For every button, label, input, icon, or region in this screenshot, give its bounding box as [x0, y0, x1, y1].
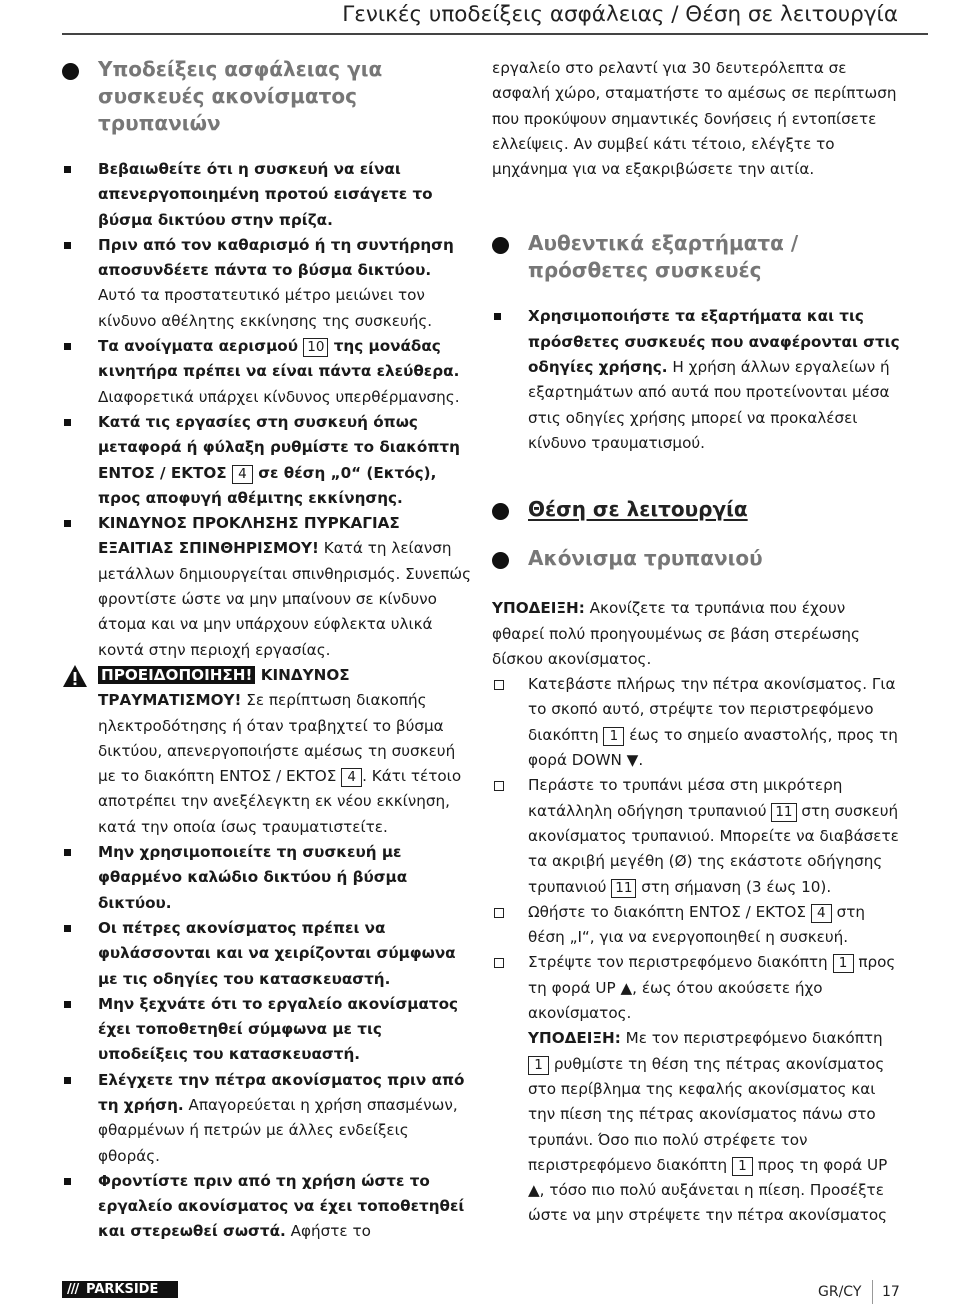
list-item: Μην χρησιμοποιείτε τη συσκευή με φθαρμένο καλώδιο δικτύου ή βύσμα δικτύου.: [62, 840, 472, 916]
square-bullet-icon: [64, 520, 71, 527]
square-bullet-icon: [64, 925, 71, 932]
step-item: Κατεβάστε πλήρως την πέτρα ακονίσματος. Για το σκοπό αυτό, στρέψτε τον περιστρεφόμενο διακόπτη 1 έως το σημείο αναστολής, προς τη φορά DOWN ▼.: [492, 672, 902, 773]
page-number: 17: [882, 1284, 900, 1300]
list-item: Βεβαιωθείτε ότι η συσκευή να είναι απενεργοποιημένη προτού εισάγετε το βύσμα δικτύου στην πρίζα.: [62, 157, 472, 233]
list-item: Μην ξεχνάτε ότι το εργαλείο ακονίσματος έχει τοποθετηθεί σύμφωνα με τις υποδείξεις του κατασκευαστή.: [62, 992, 472, 1068]
left-column: [62, 56, 472, 1245]
list-item: Φροντίστε πριν από τη χρήση ώστε το εργαλείο ακονίσματος να έχει τοποθετηθεί και στερεωθεί σωστά. Αφήστε το: [62, 1169, 472, 1245]
part-number-badge: 10: [303, 338, 328, 357]
header-rule: [62, 33, 928, 35]
list-item: ΚΙΝΔΥΝΟΣ ΠΡΟΚΛΗΣΗΣ ΠΥΡΚΑΓΙΑΣ ΕΞΑΙΤΙΑΣ ΣΠΙΝΘΗΡΙΣΜΟΥ! Κατά τη λείανση μετάλλων δημιουργείται σπινθηρισμός. Συνεπώς φροντίστε ώστε να μην μπαίνουν σε κίνδυνο άτομα και να μην υπάρχουν εύφλεκτα υλικά κοντά στην περιοχή εργασίας.: [62, 511, 472, 663]
warning-triangle-icon: [62, 664, 88, 688]
part-number-badge: 1: [603, 727, 624, 746]
language-code: GR/CY: [818, 1284, 862, 1300]
warning-item: ΠΡΟΕΙΔΟΠΟΙΗΣΗ! ΚΙΝΔΥΝΟΣ ΤΡΑΥΜΑΤΙΣΜΟΥ! Σε περίπτωση διακοπής ηλεκτροδότησης ή όταν τραβηχτεί το βύσμα δικτύου, απενεργοποιήστε αμέσως τη συσκευή με το διακόπτη ΕΝΤΟΣ / ΕΚΤΟΣ 4 . Κάτι τέτοιο αποτρέπει την ανεξέλεγκτη εκ νέου εκκίνηση, κατά την οποία ίσως τραυματιστείτε.: [62, 663, 472, 840]
list-item: Χρησιμοποιήστε τα εξαρτήματα και τις πρόσθετες συσκευές που αναφέρονται στις οδηγίες χρήσης. Η χρήση άλλων εργαλείων ή εξαρτημάτων από αυτά που προτείνονται μέσα στις οδηγίες χρήσης μπορεί να προκαλέσει κίνδυνο τραυματισμού.: [492, 304, 902, 456]
accessories-heading: Αυθεντικά εξαρτήματα / πρόσθετες συσκευές: [492, 230, 902, 284]
square-bullet-icon: [64, 343, 71, 350]
checkbox-bullet-icon: [494, 781, 504, 791]
part-number-badge: 4: [811, 904, 832, 923]
part-number-badge: 1: [833, 954, 854, 973]
note-paragraph: ΥΠΟΔΕΙΞΗ: Ακονίζετε τα τρυπάνια που έχουν φθαρεί πολύ προηγουμένως σε βάση στερέωσης δίσκου ακονίσματος.: [492, 599, 860, 668]
operation-heading: Θέση σε λειτουργία: [492, 496, 902, 523]
note-paragraph: ΥΠΟΔΕΙΞΗ: Με τον περιστρεφόμενο διακόπτη 1 ρυθμίστε τη θέση της πέτρας ακονίσματος στο περίβλημα της κεφαλής ακονίσματος και την πίεση της πέτρας ακονίσματος πάνω στο τρυπάνι. Όσο πιο πολύ στρέφετε τον περιστρεφόμενο διακόπτη 1 προς τη φορά UP ▲, τόσο πιο πολύ αυξάνεται η πίεση. Προσέξτε ώστε να μην στρέψετε την πέτρα ακονίσματος: [528, 1029, 888, 1225]
square-bullet-icon: [64, 1077, 71, 1084]
continued-paragraph: εργαλείο στο ρελαντί για 30 δευτερόλεπτα σε ασφαλή χώρο, σταματήστε το αμέσως σε περίπτωση που προκύψουν σημαντικές δονήσεις ή εντοπίσετε ελλείψεις. Αν συμβεί κάτι τέτοιο, ελέγξτε το μηχάνημα για να εξακριβώσετε την αιτία.: [492, 59, 897, 179]
square-bullet-icon: [64, 242, 71, 249]
checkbox-bullet-icon: [494, 680, 504, 690]
list-item: Οι πέτρες ακονίσματος πρέπει να φυλάσσονται και να χειρίζονται σύμφωνα με τις οδηγίες του κατασκευαστή.: [62, 916, 472, 992]
square-bullet-icon: [64, 166, 71, 173]
step-item: Ωθήστε το διακόπτη ΕΝΤΟΣ / ΕΚΤΟΣ 4 στη θέση „I“, για να ενεργοποιηθεί η συσκευή.: [492, 900, 902, 951]
list-item: Πριν από τον καθαρισμό ή τη συντήρηση αποσυνδέετε πάντα το βύσμα δικτύου. Αυτό τα προστατευτικό μέτρο μειώνει τον κίνδυνο αθέλητης εκκίνησης της συσκευής.: [62, 233, 472, 334]
list-item: Τα ανοίγματα αερισμού 10 της μονάδας κινητήρα πρέπει να είναι πάντα ελεύθερα. Διαφορετικά υπάρχει κίνδυνος υπερθέρμανσης.: [62, 334, 472, 410]
sharpening-heading: Ακόνισμα τρυπανιού: [492, 545, 902, 572]
square-bullet-icon: [494, 313, 501, 320]
list-item: Κατά τις εργασίες στη συσκευή όπως μεταφορά ή φύλαξη ρυθμίστε το διακόπτη ΕΝΤΟΣ / ΕΚΤΟΣ 4 σε θέση „0“ (Εκτός), προς αποφυγή αθέμιτης εκκίνησης.: [62, 410, 472, 511]
bullet-dot-icon: [62, 63, 79, 80]
square-bullet-icon: [64, 1001, 71, 1008]
bullet-dot-icon: [492, 503, 509, 520]
warning-label: ΠΡΟΕΙΔΟΠΟΙΗΣΗ!: [98, 666, 255, 684]
part-number-badge: 11: [771, 803, 796, 822]
bullet-dot-icon: [492, 552, 509, 569]
square-bullet-icon: [64, 849, 71, 856]
square-bullet-icon: [64, 419, 71, 426]
checkbox-bullet-icon: [494, 958, 504, 968]
page-header-title: Γενικές υποδείξεις ασφάλειας / Θέση σε λειτουργία: [342, 2, 898, 27]
step-item: Στρέψτε τον περιστρεφόμενο διακόπτη 1 προς τη φορά UP ▲, έως ότου ακούσετε ήχο ακονίσματος.: [492, 950, 902, 1026]
part-number-badge: 1: [732, 1157, 753, 1176]
step-item: Περάστε το τρυπάνι μέσα στη μικρότερη κατάλληλη οδήγηση τρυπανιού 11 στη συσκευή ακονίσματος τρυπανιού. Μπορείτε να διαβάσετε τα ακριβή μεγέθη (Ø) της εκάστοτε οδήγησης τρυπανιού 11 στη σήμανση (3 έως 10).: [492, 773, 902, 899]
bullet-dot-icon: [492, 237, 509, 254]
part-number-badge: 1: [528, 1056, 549, 1075]
part-number-badge: 4: [341, 768, 362, 787]
safety-heading: Υποδείξεις ασφάλειας για συσκευές ακονίσματος τρυπανιών: [62, 56, 472, 137]
square-bullet-icon: [64, 1178, 71, 1185]
part-number-badge: 11: [611, 879, 636, 898]
list-item: Ελέγχετε την πέτρα ακονίσματος πριν από τη χρήση. Απαγορεύεται η χρήση σπασμένων, φθαρμένων ή πετρών με άλλες ενδείξεις φθοράς.: [62, 1068, 472, 1169]
parkside-logo: /// PARKSIDE: [62, 1281, 178, 1298]
right-column: [492, 56, 902, 1229]
part-number-badge: 4: [232, 465, 253, 484]
checkbox-bullet-icon: [494, 908, 504, 918]
footer-divider: [872, 1280, 873, 1304]
